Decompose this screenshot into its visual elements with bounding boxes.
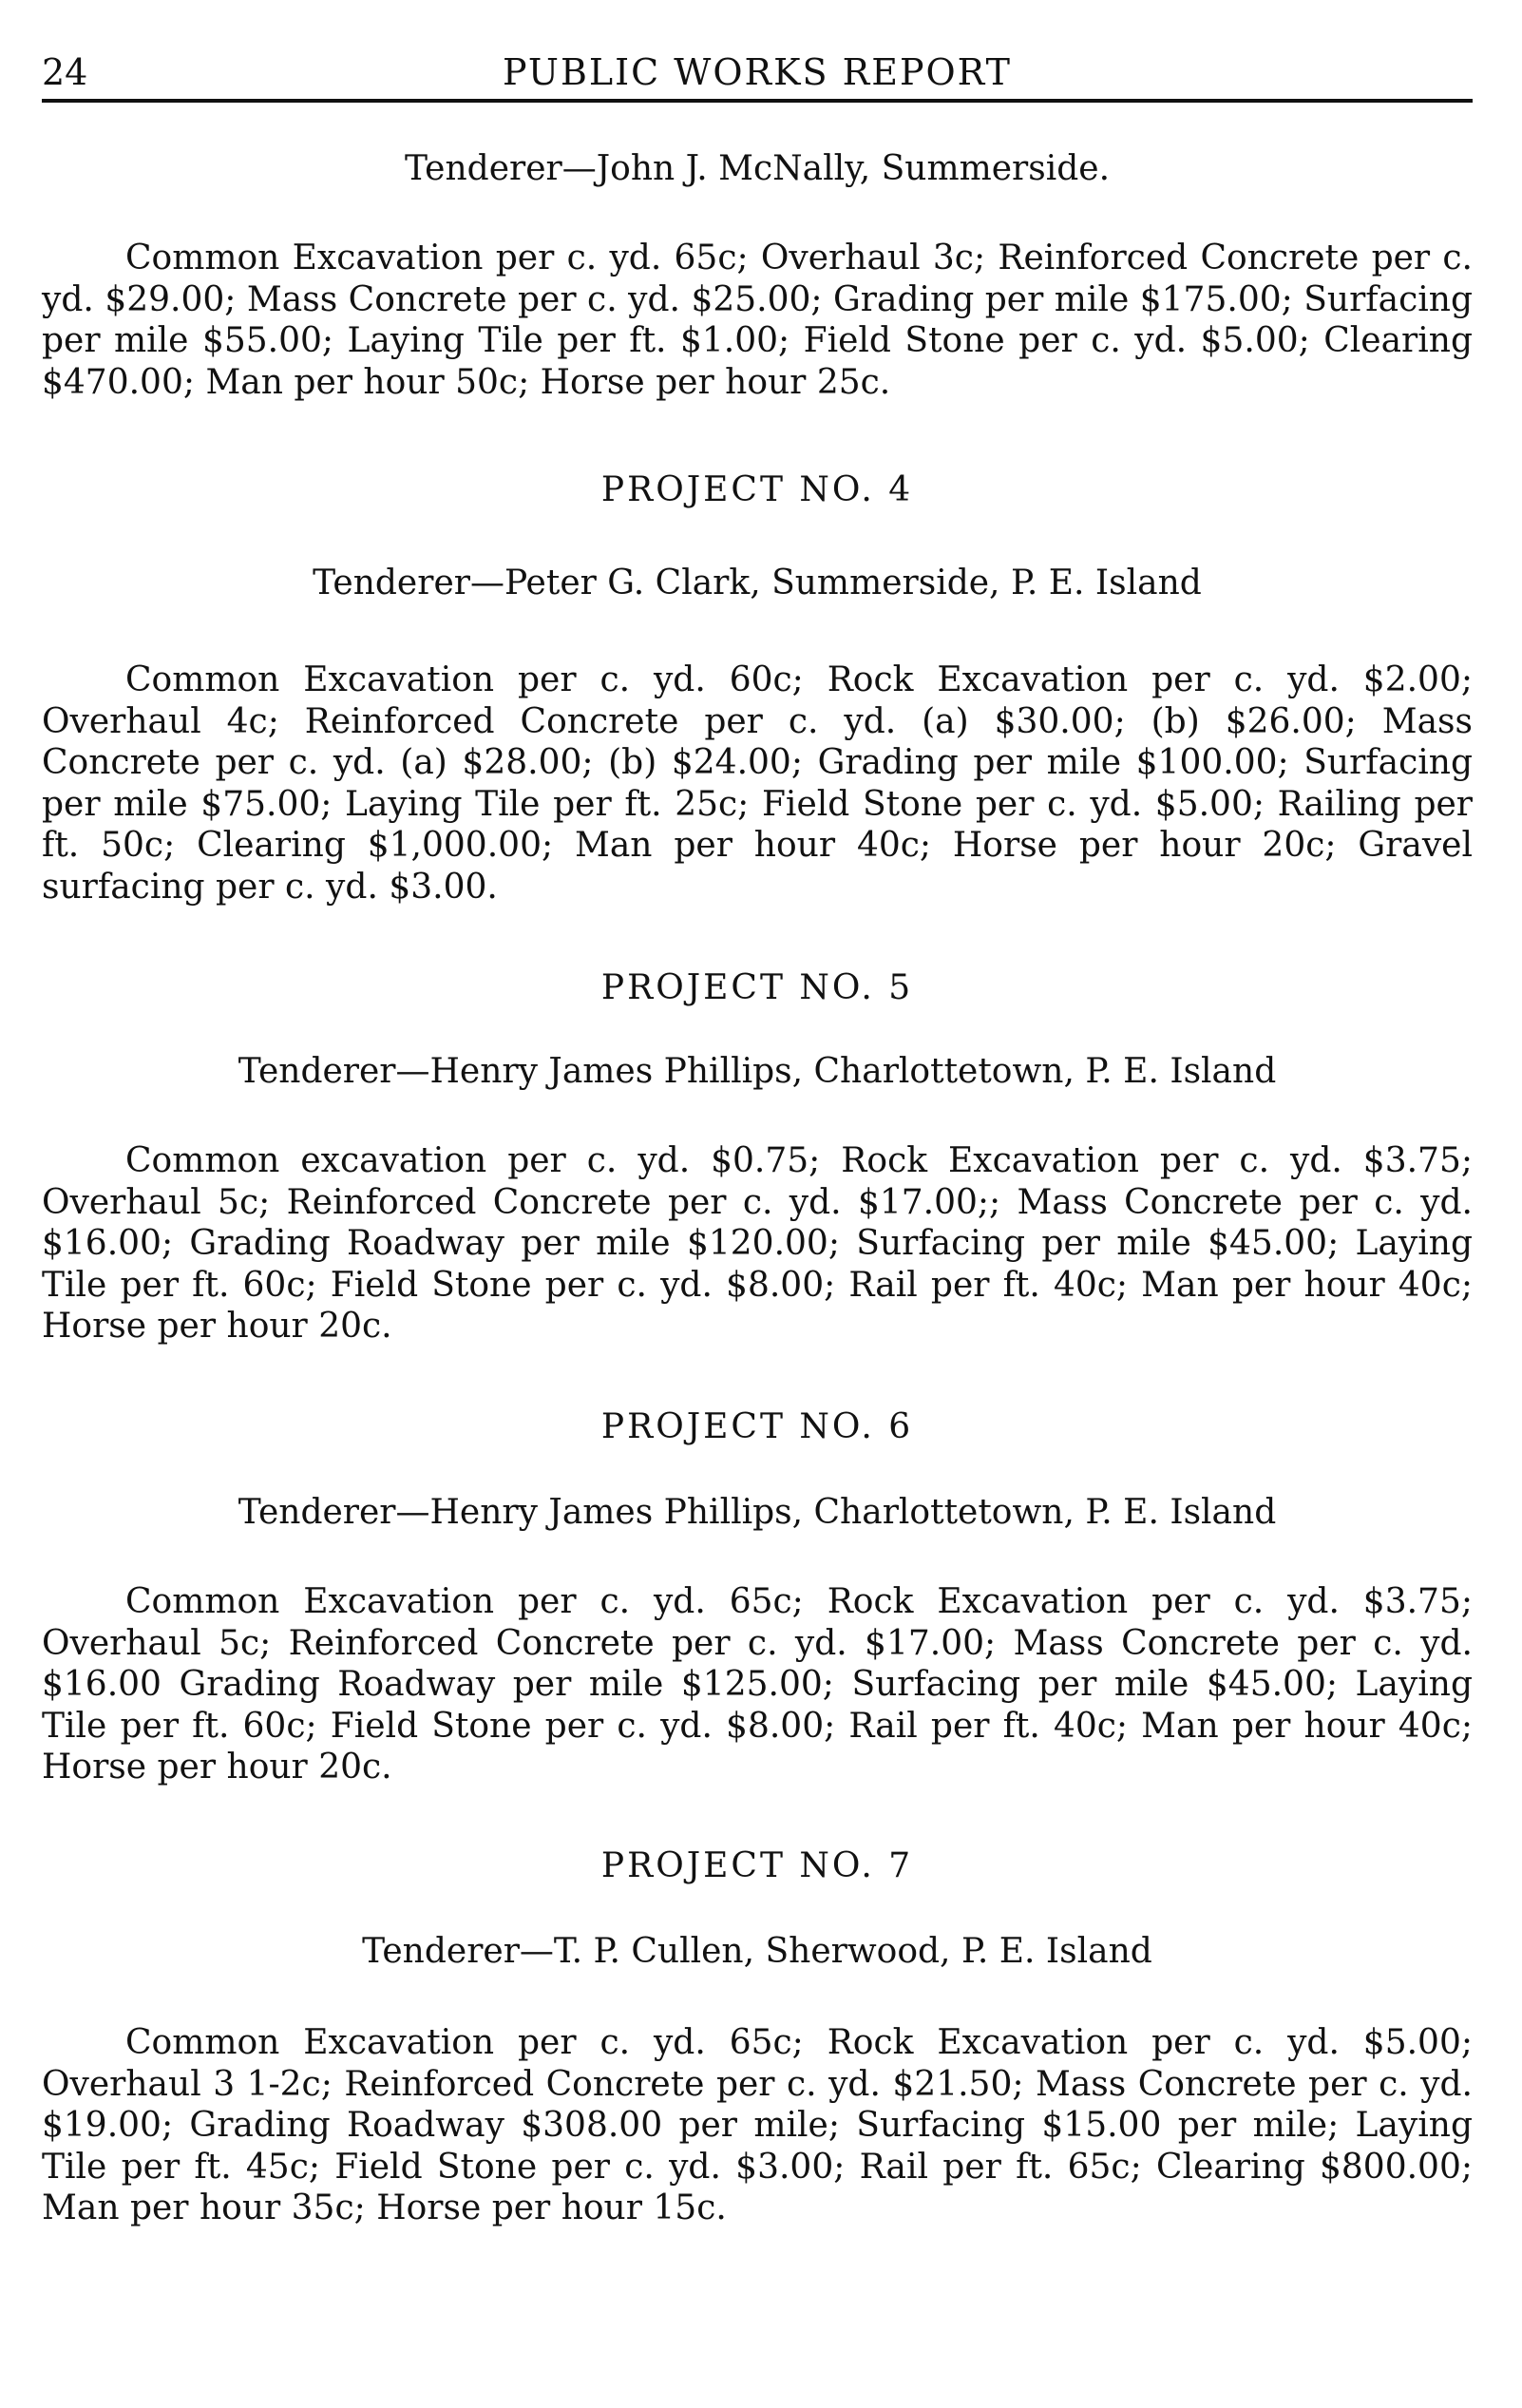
tenderer-line: Tenderer—John J. McNally, Summerside. — [404, 149, 1111, 188]
project-heading: PROJECT NO. 4 — [600, 470, 914, 509]
tenderer-line: Tenderer—Henry James Phillips, Charlottetown, P. E. Island — [238, 1052, 1277, 1091]
price-paragraph: Common Excavation per c. yd. 65c; Overhaul 3c; Reinforced Concrete per c. yd. $29.00; Mass Concrete per c. yd. $25.00; Grading per mile $175.00; Surfacing per mile $55.00; Laying Tile per ft. $1.00; Field Stone per c. yd. $5.00; Clearing $470.00; Man per hour 50c; Horse per hour 25c. — [42, 239, 1473, 402]
price-paragraph: Common Excavation per c. yd. 65c; Rock Excavation per c. yd. $3.75; Overhaul 5c; Reinforced Concrete per c. yd. $17.00; Mass Concrete per c. yd. $16.00 Grading Roadway per mile $125.00; Surfacing per mile $45.00; Laying Tile per ft. 60c; Field Stone per c. yd. $8.00; Rail per ft. 40c; Man per hour 40c; Horse per hour 20c. — [42, 1582, 1473, 1787]
project-heading: PROJECT NO. 7 — [600, 1846, 914, 1885]
price-paragraph: Common Excavation per c. yd. 65c; Rock Excavation per c. yd. $5.00; Overhaul 3 1-2c; Reinforced Concrete per c. yd. $21.50; Mass Concrete per c. yd. $19.00; Grading Roadway $308.00 per mile; Surfacing $15.00 per mile; Laying Tile per ft. 45c; Field Stone per c. yd. $3.00; Rail per ft. 65c; Clearing $800.00; Man per hour 35c; Horse per hour 15c. — [42, 2023, 1473, 2227]
project-heading: PROJECT NO. 5 — [600, 968, 914, 1007]
project-heading: PROJECT NO. 6 — [600, 1407, 914, 1446]
tenderer-line: Tenderer—Henry James Phillips, Charlottetown, P. E. Island — [238, 1493, 1277, 1532]
running-title: PUBLIC WORKS REPORT — [503, 51, 1012, 93]
price-paragraph: Common excavation per c. yd. $0.75; Rock Excavation per c. yd. $3.75; Overhaul 5c; Reinforced Concrete per c. yd. $17.00;; Mass Concrete per c. yd. $16.00; Grading Roadway per mile $120.00; Surfacing per mile $45.00; Laying Tile per ft. 60c; Field Stone per c. yd. $8.00; Rail per ft. 40c; Man per hour 40c; Horse per hour 20c. — [42, 1141, 1473, 1346]
running-header — [42, 49, 1473, 103]
price-paragraph: Common Excavation per c. yd. 60c; Rock Excavation per c. yd. $2.00; Overhaul 4c; Reinforced Concrete per c. yd. (a) $30.00; (b) $26.00; Mass Concrete per c. yd. (a) $28.00; (b) $24.00; Grading per mile $100.00; Surfacing per mile $75.00; Laying Tile per ft. 25c; Field Stone per c. yd. $5.00; Railing per ft. 50c; Clearing $1,000.00; Man per hour 40c; Horse per hour 20c; Gravel surfacing per c. yd. $3.00. — [42, 660, 1473, 907]
tenderer-line: Tenderer—T. P. Cullen, Sherwood, P. E. Island — [362, 1932, 1152, 1971]
page-number: 24 — [42, 51, 88, 93]
tenderer-line: Tenderer—Peter G. Clark, Summerside, P. E. Island — [313, 564, 1202, 602]
document-page — [42, 0, 1473, 2408]
